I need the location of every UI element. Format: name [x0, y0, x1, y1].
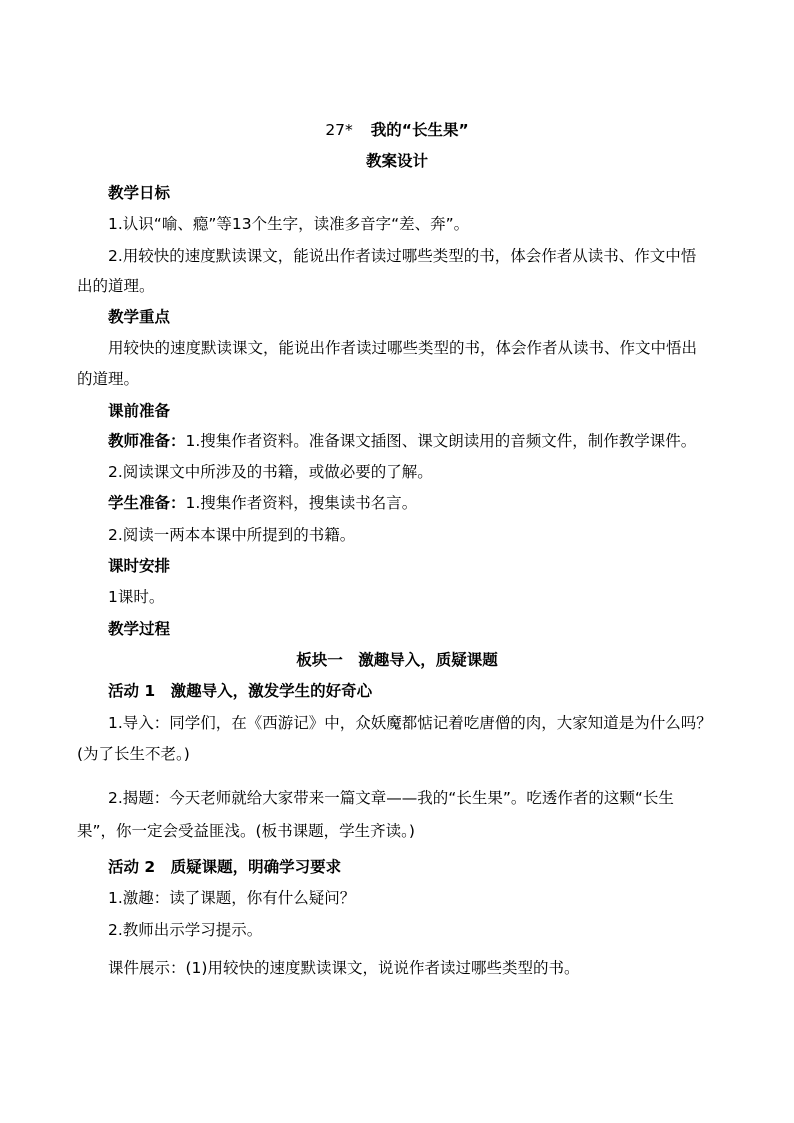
lesson-title-text: 我的“长生果”: [370, 121, 469, 139]
activity-2-para-2: 2.教师出示学习提示。: [108, 921, 263, 939]
section-heading-process: 教学过程: [108, 620, 171, 638]
teacher-prep-text: 1.搜集作者资料。准备课文插图、课文朗读用的音频文件，制作教学课件。: [185, 432, 697, 450]
student-prep-2: 2.阅读一两本本课中所提到的书籍。: [108, 526, 356, 544]
teacher-prep-label: 教师准备：: [108, 432, 186, 450]
courseware-display: 课件展示：(1)用较快的速度默读课文，说说作者读过哪些类型的书。: [108, 959, 580, 977]
activity-1-para-1-line-2: (为了长生不老。): [77, 745, 190, 763]
activity-1-para-2-line-2: 果”，你一定会受益匪浅。(板书课题，学生齐读。): [77, 822, 415, 840]
lesson-title: [0, 119, 794, 141]
section-heading-keypoints: 教学重点: [108, 308, 171, 326]
keypoint-line-1: 用较快的速度默读课文，能说出作者读过哪些类型的书，体会作者从读书、作文中悟出: [108, 339, 698, 357]
block-1-title: 板块一 激趣导入，质疑课题: [296, 651, 498, 669]
activity-1-title: 活动 1 激趣导入，激发学生的好奇心: [108, 682, 373, 700]
activity-1-para-2-line-1: 2.揭题：今天老师就给大家带来一篇文章——我的“长生果”。吃透作者的这颗“长生: [108, 789, 674, 807]
time-value: 1课时。: [108, 588, 165, 606]
activity-1-para-1-line-1: 1.导入：同学们，在《西游记》中，众妖魔都惦记着吃唐僧的肉，大家知道是为什么吗？: [108, 714, 712, 732]
objective-2-line-2: 出的道理。: [77, 277, 155, 295]
teacher-prep-2: 2.阅读课文中所涉及的书籍，或做必要的了解。: [108, 463, 433, 481]
section-heading-prep: 课前准备: [108, 402, 171, 420]
section-heading-time: 课时安排: [108, 557, 171, 575]
lesson-number: 27*: [325, 121, 353, 139]
lesson-subtitle: 教案设计: [365, 152, 428, 170]
teacher-prep-1: [108, 430, 696, 452]
section-heading-objectives: 教学日标: [108, 184, 171, 202]
objective-1: 1.认识“喻、瘾”等13个生字，读准多音字“差、奔”。: [108, 215, 470, 233]
student-prep-1: [108, 492, 417, 514]
student-prep-label: 学生准备：: [108, 494, 186, 512]
keypoint-line-2: 的道理。: [77, 370, 140, 388]
student-prep-text: 1.搜集作者资料，搜集读书名言。: [185, 494, 418, 512]
activity-2-title: 活动 2 质疑课题，明确学习要求: [108, 858, 342, 876]
objective-2-line-1: 2.用较快的速度默读课文，能说出作者读过哪些类型的书，体会作者从读书、作文中悟: [108, 247, 697, 265]
activity-2-para-1: 1.激趣：读了课题，你有什么疑问？: [108, 889, 356, 907]
